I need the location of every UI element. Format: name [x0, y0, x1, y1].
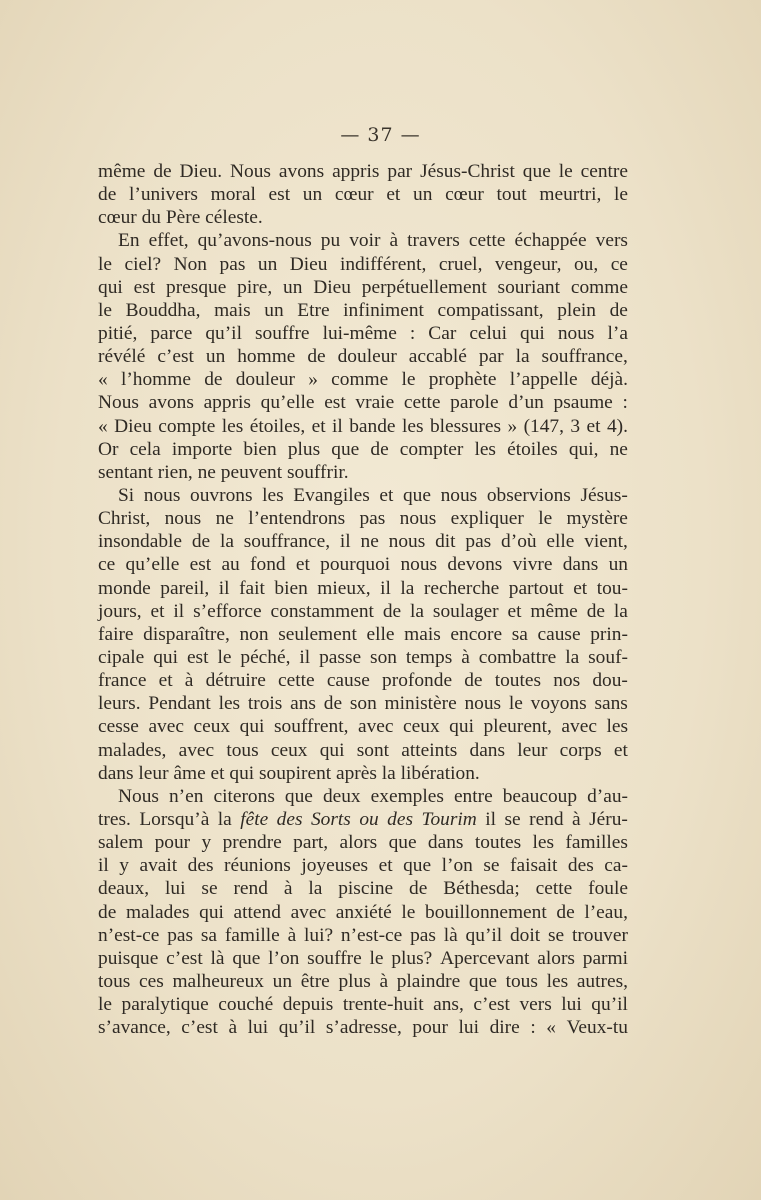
body-text	[98, 160, 628, 1039]
text-line: Or cela importe bien plus que de compter les étoiles qui, ne	[98, 438, 628, 460]
text-line: france et à détruire cette cause profonde de toutes nos dou-	[98, 670, 628, 692]
text-line: Nous avons appris qu’elle est vraie cette parole d’un psaume :	[98, 392, 628, 414]
text-line: salem pour y prendre part, alors que dans toutes les familles	[98, 832, 628, 854]
text-line: Christ, nous ne l’entendrons pas nous expliquer le mystère	[98, 508, 628, 530]
text-line: sentant rien, ne peuvent souffrir.	[98, 461, 349, 483]
text-line: faire disparaître, non seulement elle mais encore sa cause prin-	[98, 623, 628, 645]
text-line: révélé c’est un homme de douleur accablé par la souffrance,	[98, 346, 628, 368]
text-line: le Bouddha, mais un Etre infiniment compatissant, plein de	[98, 299, 628, 321]
text-line: Si nous ouvrons les Evangiles et que nous observions Jésus-	[118, 484, 628, 506]
text-line: de l’univers moral est un cœur et un cœur tout meurtri, le	[98, 184, 628, 206]
text-line: leurs. Pendant les trois ans de son ministère nous le voyons sans	[98, 693, 628, 715]
text-line: tous ces malheureux un être plus à plaindre que tous les autres,	[98, 970, 628, 992]
text-line: cesse avec ceux qui souffrent, avec ceux qui pleurent, avec les	[98, 716, 628, 738]
text-line: pitié, parce qu’il souffre lui-même : Car celui qui nous l’a	[98, 322, 628, 344]
text-line: même de Dieu. Nous avons appris par Jésus-Christ que le centre	[98, 161, 628, 182]
text-line: il y avait des réunions joyeuses et que l’on se faisait des ca-	[98, 855, 628, 877]
text-line: dans leur âme et qui soupirent après la libération.	[98, 762, 480, 784]
text-line: En effet, qu’avons-nous pu voir à travers cette échappée vers	[118, 230, 628, 252]
text-line: qui est presque pire, un Dieu perpétuellement souriant comme	[98, 276, 628, 298]
text-line: le paralytique couché depuis trente-huit ans, c’est vers lui qu’il	[98, 994, 628, 1016]
text-line: le ciel? Non pas un Dieu indifférent, cruel, vengeur, ou, ce	[98, 253, 628, 275]
text-line: malades, avec tous ceux qui sont atteints dans leur corps et	[98, 739, 628, 761]
text-line: s’avance, c’est à lui qu’il s’adresse, pour lui dire : « Veux-tu	[98, 1017, 628, 1039]
text-line: puisque c’est là que l’on souffre le plus? Apercevant alors parmi	[98, 947, 628, 969]
text-line: monde pareil, il fait bien mieux, il la recherche partout et tou-	[98, 577, 628, 599]
text-line: « Dieu compte les étoiles, et il bande les blessures » (147, 3 et 4).	[98, 415, 628, 437]
text-line: « l’homme de douleur » comme le prophète l’appelle déjà.	[98, 369, 628, 391]
text-line: Nous n’en citerons que deux exemples entre beaucoup d’au-	[118, 785, 628, 807]
text-line: de malades qui attend avec anxiété le bouillonnement de l’eau,	[98, 901, 628, 923]
text-line: jours, et il s’efforce constamment de la soulager et même de la	[98, 600, 628, 622]
text-line: insondable de la souffrance, il ne nous dit pas d’où elle vient,	[98, 531, 628, 553]
text-line: cœur du Père céleste.	[98, 207, 263, 229]
text-line: n’est-ce pas sa famille à lui? n’est-ce pas là qu’il doit se trouver	[98, 924, 628, 946]
text-line: ce qu’elle est au fond et pourquoi nous devons vivre dans un	[98, 554, 628, 576]
text-line: cipale qui est le péché, il passe son temps à combattre la souf-	[98, 646, 628, 668]
text-line: tres. Lorsqu’à la fête des Sorts ou des Tourim il se rend à Jéru-	[98, 808, 628, 830]
page-number: — 37 —	[340, 124, 421, 146]
text-line: deaux, lui se rend à la piscine de Béthesda; cette foule	[98, 878, 628, 900]
